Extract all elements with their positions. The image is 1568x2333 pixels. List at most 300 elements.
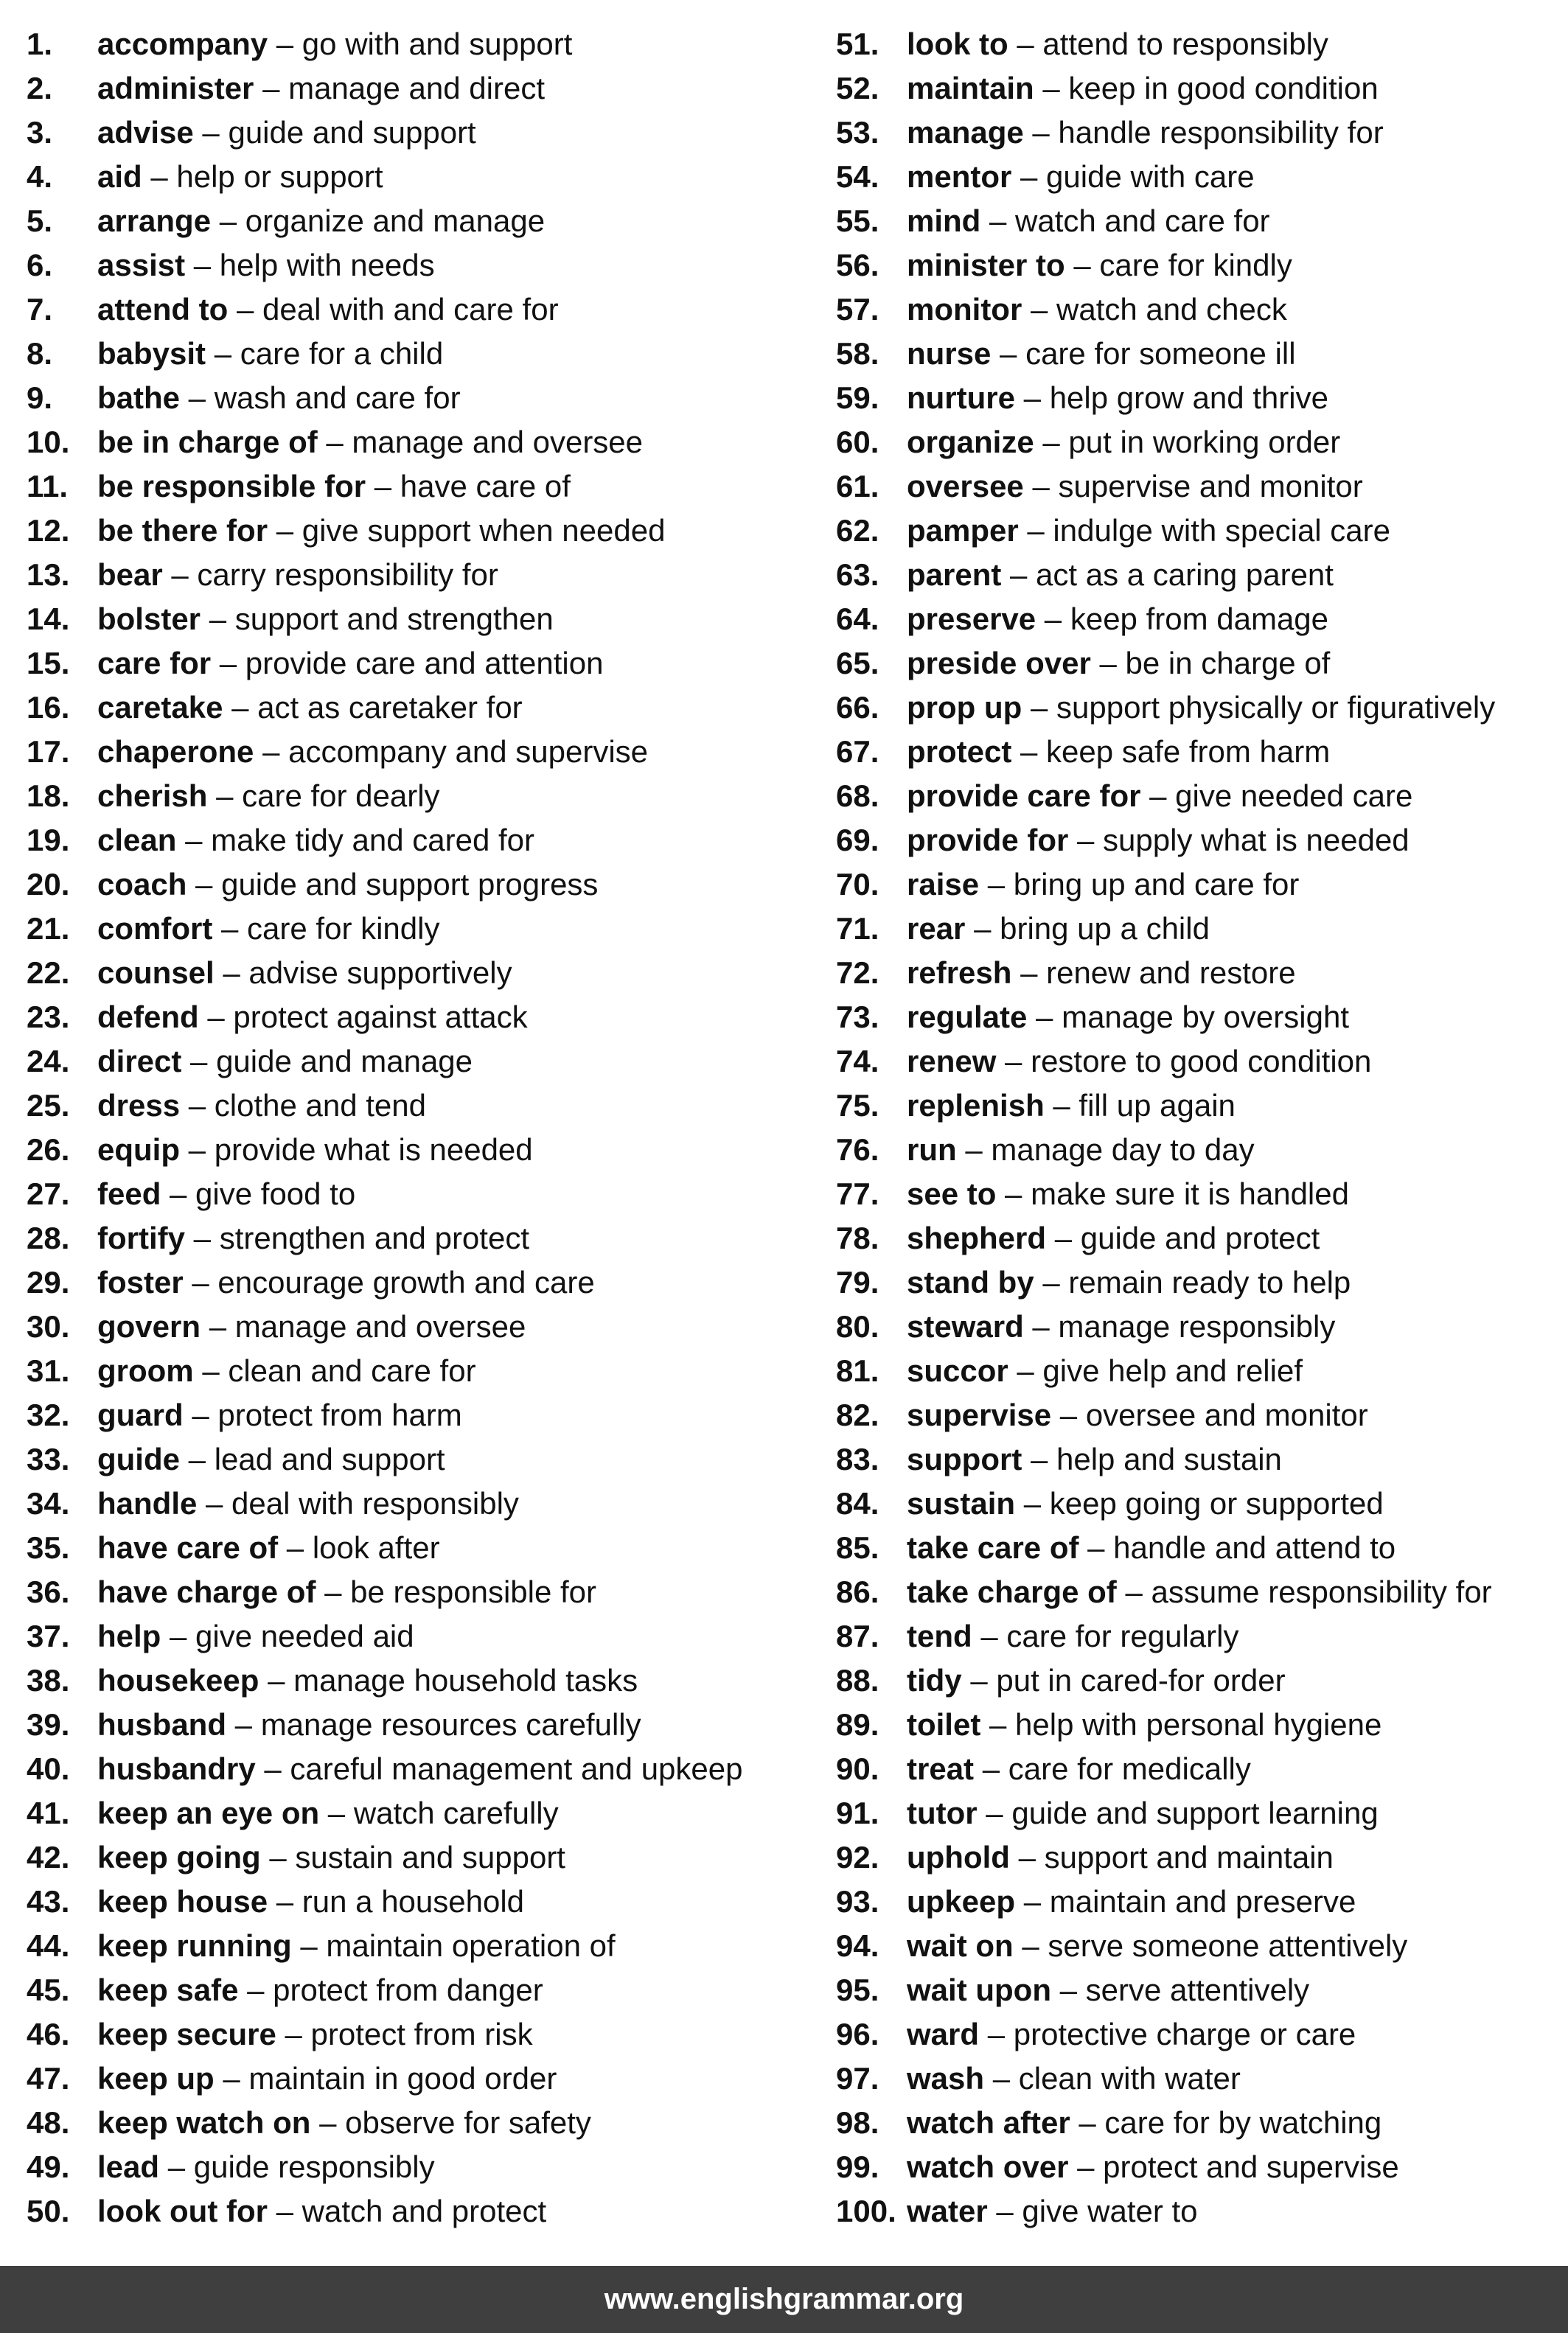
item-term: care for xyxy=(97,646,212,680)
list-item xyxy=(836,1039,1529,1084)
list-item xyxy=(836,1216,1529,1260)
item-term: be there for xyxy=(97,513,268,548)
item-term: look to xyxy=(907,27,1008,61)
item-definition: – supervise and monitor xyxy=(1023,469,1363,503)
item-definition: – keep safe from harm xyxy=(1011,734,1331,769)
list-item xyxy=(836,1084,1529,1128)
list-item xyxy=(836,509,1529,553)
list-item xyxy=(27,66,836,111)
item-term: keep watch on xyxy=(97,2105,311,2140)
item-definition: – help or support xyxy=(142,159,383,194)
item-number: 3. xyxy=(27,115,53,150)
list-item xyxy=(27,111,836,155)
item-number: 9. xyxy=(27,380,53,415)
item-number: 63. xyxy=(836,557,879,592)
list-item xyxy=(27,2145,836,2189)
item-number: 94. xyxy=(836,1928,879,1963)
item-number: 45. xyxy=(27,1973,70,2007)
item-term: handle xyxy=(97,1486,198,1521)
item-number: 41. xyxy=(27,1796,70,1830)
item-definition: – serve someone attentively xyxy=(1013,1928,1408,1963)
item-definition: – careful management and upkeep xyxy=(255,1751,743,1786)
item-term: upkeep xyxy=(907,1884,1016,1919)
list-item xyxy=(836,199,1529,243)
item-number: 88. xyxy=(836,1663,879,1698)
list-item xyxy=(27,199,836,243)
item-number: 52. xyxy=(836,71,879,105)
item-term: minister to xyxy=(907,248,1065,282)
item-number: 66. xyxy=(836,690,879,725)
item-definition: – look after xyxy=(278,1530,440,1565)
list-item xyxy=(836,1703,1529,1747)
item-term: keep up xyxy=(97,2061,215,2096)
item-number: 54. xyxy=(836,159,879,194)
item-definition: – put in cared-for order xyxy=(961,1663,1286,1698)
list-item xyxy=(836,553,1529,597)
item-number: 68. xyxy=(836,778,879,813)
item-number: 73. xyxy=(836,1000,879,1034)
item-definition: – attend to responsibly xyxy=(1008,27,1328,61)
list-item xyxy=(27,376,836,420)
item-number: 42. xyxy=(27,1840,70,1875)
item-number: 78. xyxy=(836,1221,879,1255)
item-term: groom xyxy=(97,1353,194,1388)
item-number: 71. xyxy=(836,911,879,946)
item-term: keep secure xyxy=(97,2017,276,2051)
item-term: keep safe xyxy=(97,1973,239,2007)
item-definition: – make tidy and cared for xyxy=(176,823,534,857)
item-term: tend xyxy=(907,1619,972,1653)
list-item xyxy=(836,464,1529,509)
list-item xyxy=(836,1526,1529,1570)
item-term: bathe xyxy=(97,380,181,415)
list-item xyxy=(27,1659,836,1703)
item-definition: – watch and care for xyxy=(980,203,1270,238)
item-definition: – protect from risk xyxy=(276,2017,533,2051)
item-definition: – act as a caring parent xyxy=(1001,557,1334,592)
item-term: tutor xyxy=(907,1796,978,1830)
list-item xyxy=(27,774,836,818)
item-number: 97. xyxy=(836,2061,879,2096)
list-item xyxy=(836,1659,1529,1703)
item-number: 48. xyxy=(27,2105,70,2140)
item-number: 33. xyxy=(27,1442,70,1476)
item-number: 85. xyxy=(836,1530,879,1565)
item-term: bolster xyxy=(97,601,201,636)
item-term: uphold xyxy=(907,1840,1010,1875)
item-definition: – act as caretaker for xyxy=(223,690,523,725)
item-definition: – have care of xyxy=(366,469,571,503)
item-number: 98. xyxy=(836,2105,879,2140)
item-term: pamper xyxy=(907,513,1019,548)
item-term: steward xyxy=(907,1309,1024,1344)
item-definition: – clothe and tend xyxy=(180,1088,427,1123)
item-term: regulate xyxy=(907,1000,1028,1034)
item-number: 23. xyxy=(27,1000,70,1034)
list-item xyxy=(836,420,1529,464)
item-definition: – keep in good condition xyxy=(1034,71,1379,105)
item-number: 56. xyxy=(836,248,879,282)
list-item xyxy=(836,686,1529,730)
list-item xyxy=(27,1349,836,1393)
item-definition: – deal with responsibly xyxy=(197,1486,519,1521)
item-term: mind xyxy=(907,203,981,238)
item-number: 61. xyxy=(836,469,879,503)
item-term: take care of xyxy=(907,1530,1079,1565)
list-item xyxy=(836,1349,1529,1393)
item-definition: – be responsible for xyxy=(316,1574,597,1609)
item-term: advise xyxy=(97,115,194,150)
list-item xyxy=(836,730,1529,774)
item-term: arrange xyxy=(97,203,212,238)
list-item xyxy=(836,111,1529,155)
item-number: 83. xyxy=(836,1442,879,1476)
item-term: dress xyxy=(97,1088,181,1123)
list-item xyxy=(836,1570,1529,1614)
list-item xyxy=(836,66,1529,111)
item-definition: – accompany and supervise xyxy=(254,734,649,769)
list-item xyxy=(836,1393,1529,1437)
item-number: 81. xyxy=(836,1353,879,1388)
list-item xyxy=(836,951,1529,995)
item-number: 75. xyxy=(836,1088,879,1123)
item-term: keep going xyxy=(97,1840,261,1875)
item-term: guide xyxy=(97,1442,180,1476)
item-term: wait on xyxy=(907,1928,1014,1963)
item-number: 86. xyxy=(836,1574,879,1609)
item-number: 67. xyxy=(836,734,879,769)
item-definition: – guide and support xyxy=(193,115,476,150)
item-number: 1. xyxy=(27,27,53,61)
footer-website[interactable]: www.englishgrammar.org xyxy=(604,2283,964,2315)
item-number: 72. xyxy=(836,955,879,990)
list-item xyxy=(27,1703,836,1747)
item-term: water xyxy=(907,2194,988,2228)
item-definition: – guide and support learning xyxy=(977,1796,1379,1830)
list-item xyxy=(27,332,836,376)
item-term: counsel xyxy=(97,955,215,990)
list-item xyxy=(836,1482,1529,1526)
item-term: sustain xyxy=(907,1486,1016,1521)
item-definition: – bring up and care for xyxy=(979,867,1300,902)
list-item xyxy=(836,332,1529,376)
item-number: 69. xyxy=(836,823,879,857)
item-definition: – serve attentively xyxy=(1050,1973,1310,2007)
item-definition: – guide and manage xyxy=(181,1044,473,1078)
list-item xyxy=(836,1747,1529,1791)
list-item xyxy=(27,287,836,332)
item-term: foster xyxy=(97,1265,184,1300)
item-number: 29. xyxy=(27,1265,70,1300)
item-number: 40. xyxy=(27,1751,70,1786)
item-number: 14. xyxy=(27,601,70,636)
item-definition: – keep going or supported xyxy=(1015,1486,1384,1521)
item-number: 74. xyxy=(836,1044,879,1078)
list-item xyxy=(27,1260,836,1305)
item-number: 87. xyxy=(836,1619,879,1653)
item-number: 13. xyxy=(27,557,70,592)
item-number: 58. xyxy=(836,336,879,371)
list-item xyxy=(836,2189,1529,2233)
item-definition: – care for regularly xyxy=(972,1619,1239,1653)
item-number: 15. xyxy=(27,646,70,680)
item-definition: – guide and support progress xyxy=(187,867,599,902)
item-definition: – maintain and preserve xyxy=(1015,1884,1356,1919)
item-definition: – manage and oversee xyxy=(201,1309,526,1344)
item-term: have care of xyxy=(97,1530,279,1565)
item-term: keep house xyxy=(97,1884,268,1919)
item-definition: – give water to xyxy=(987,2194,1198,2228)
item-definition: – protect and supervise xyxy=(1068,2149,1399,2184)
item-term: have charge of xyxy=(97,1574,316,1609)
item-number: 55. xyxy=(836,203,879,238)
list-item xyxy=(27,597,836,641)
item-number: 17. xyxy=(27,734,70,769)
item-term: lead xyxy=(97,2149,160,2184)
item-term: keep an eye on xyxy=(97,1796,320,1830)
list-item xyxy=(836,1791,1529,1835)
item-term: husbandry xyxy=(97,1751,256,1786)
item-number: 92. xyxy=(836,1840,879,1875)
item-number: 2. xyxy=(27,71,53,105)
list-item xyxy=(836,1835,1529,1880)
item-definition: – clean with water xyxy=(984,2061,1241,2096)
item-definition: – carry responsibility for xyxy=(162,557,498,592)
list-item xyxy=(836,1924,1529,1968)
list-item xyxy=(27,243,836,287)
list-item xyxy=(836,1437,1529,1482)
item-term: tidy xyxy=(907,1663,962,1698)
list-item xyxy=(836,641,1529,686)
item-definition: – renew and restore xyxy=(1011,955,1296,990)
item-definition: – handle and attend to xyxy=(1079,1530,1396,1565)
list-item xyxy=(27,155,836,199)
list-item xyxy=(27,1614,836,1659)
item-definition: – support and maintain xyxy=(1009,1840,1334,1875)
list-item xyxy=(27,862,836,907)
item-definition: – clean and care for xyxy=(193,1353,476,1388)
item-term: babysit xyxy=(97,336,206,371)
item-definition: – manage responsibly xyxy=(1023,1309,1336,1344)
list-item xyxy=(27,951,836,995)
item-number: 10. xyxy=(27,425,70,459)
item-definition: – care for dearly xyxy=(207,778,440,813)
item-definition: – support and strengthen xyxy=(201,601,554,636)
list-item xyxy=(27,1924,836,1968)
item-term: organize xyxy=(907,425,1034,459)
item-definition: – protect against attack xyxy=(198,1000,528,1034)
word-list xyxy=(27,22,1541,2233)
item-term: housekeep xyxy=(97,1663,259,1698)
item-definition: – care for kindly xyxy=(212,911,440,946)
item-term: refresh xyxy=(907,955,1012,990)
item-term: chaperone xyxy=(97,734,254,769)
item-definition: – care for a child xyxy=(206,336,444,371)
item-term: feed xyxy=(97,1176,161,1211)
list-item xyxy=(27,995,836,1039)
item-number: 77. xyxy=(836,1176,879,1211)
item-number: 53. xyxy=(836,115,879,150)
item-term: clean xyxy=(97,823,177,857)
list-item xyxy=(836,1880,1529,1924)
item-term: provide care for xyxy=(907,778,1141,813)
item-number: 32. xyxy=(27,1398,70,1432)
item-number: 11. xyxy=(27,469,69,503)
item-number: 8. xyxy=(27,336,53,371)
item-definition: – manage by oversight xyxy=(1027,1000,1349,1034)
list-item xyxy=(836,818,1529,862)
list-item xyxy=(27,907,836,951)
item-definition: – manage day to day xyxy=(956,1132,1255,1167)
item-term: wash xyxy=(907,2061,985,2096)
item-term: direct xyxy=(97,1044,182,1078)
item-definition: – watch carefully xyxy=(319,1796,559,1830)
item-term: caretake xyxy=(97,690,223,725)
list-item xyxy=(27,509,836,553)
item-definition: – care for kindly xyxy=(1065,248,1292,282)
item-term: look out for xyxy=(97,2194,268,2228)
item-definition: – maintain in good order xyxy=(214,2061,557,2096)
item-definition: – manage resources carefully xyxy=(226,1707,641,1742)
item-number: 95. xyxy=(836,1973,879,2007)
list-item xyxy=(27,1747,836,1791)
item-number: 65. xyxy=(836,646,879,680)
list-item xyxy=(836,995,1529,1039)
item-term: preside over xyxy=(907,646,1091,680)
item-term: nurse xyxy=(907,336,992,371)
item-term: ward xyxy=(907,2017,980,2051)
item-term: nurture xyxy=(907,380,1015,415)
item-number: 24. xyxy=(27,1044,70,1078)
item-definition: – run a household xyxy=(268,1884,525,1919)
word-list-right-column xyxy=(836,22,1529,2233)
item-term: mentor xyxy=(907,159,1012,194)
list-item xyxy=(27,1880,836,1924)
list-item xyxy=(27,553,836,597)
item-number: 5. xyxy=(27,203,53,238)
item-term: supervise xyxy=(907,1398,1052,1432)
list-item xyxy=(27,1791,836,1835)
list-item xyxy=(27,686,836,730)
item-definition: – remain ready to help xyxy=(1034,1265,1351,1300)
item-number: 26. xyxy=(27,1132,70,1167)
item-number: 28. xyxy=(27,1221,70,1255)
list-item xyxy=(27,1216,836,1260)
item-term: aid xyxy=(97,159,142,194)
item-number: 93. xyxy=(836,1884,879,1919)
item-term: watch after xyxy=(907,2105,1070,2140)
item-definition: – bring up a child xyxy=(965,911,1210,946)
item-number: 51. xyxy=(836,27,879,61)
item-term: prop up xyxy=(907,690,1022,725)
list-item xyxy=(836,774,1529,818)
item-definition: – give needed care xyxy=(1140,778,1413,813)
item-term: watch over xyxy=(907,2149,1069,2184)
item-term: help xyxy=(97,1619,161,1653)
item-definition: – wash and care for xyxy=(180,380,461,415)
item-term: see to xyxy=(907,1176,997,1211)
list-item xyxy=(836,907,1529,951)
list-item xyxy=(836,155,1529,199)
item-term: cherish xyxy=(97,778,208,813)
item-term: attend to xyxy=(97,292,229,327)
item-term: keep running xyxy=(97,1928,292,1963)
item-term: defend xyxy=(97,1000,199,1034)
item-definition: – organize and manage xyxy=(211,203,546,238)
item-definition: – observe for safety xyxy=(310,2105,591,2140)
list-item xyxy=(27,22,836,66)
item-definition: – watch and check xyxy=(1022,292,1287,327)
item-number: 80. xyxy=(836,1309,879,1344)
item-term: raise xyxy=(907,867,980,902)
list-item xyxy=(836,862,1529,907)
list-item xyxy=(27,420,836,464)
item-definition: – strengthen and protect xyxy=(185,1221,529,1255)
item-number: 12. xyxy=(27,513,70,548)
item-definition: – supply what is needed xyxy=(1068,823,1410,857)
item-term: manage xyxy=(907,115,1024,150)
list-item xyxy=(836,1305,1529,1349)
list-item xyxy=(836,376,1529,420)
item-number: 18. xyxy=(27,778,70,813)
item-term: guard xyxy=(97,1398,184,1432)
item-number: 38. xyxy=(27,1663,70,1698)
item-term: preserve xyxy=(907,601,1036,636)
item-term: renew xyxy=(907,1044,997,1078)
list-item xyxy=(27,1968,836,2012)
item-term: take charge of xyxy=(907,1574,1117,1609)
item-term: treat xyxy=(907,1751,975,1786)
item-number: 99. xyxy=(836,2149,879,2184)
list-item xyxy=(836,1968,1529,2012)
list-item xyxy=(836,1614,1529,1659)
item-number: 27. xyxy=(27,1176,70,1211)
item-definition: – help and sustain xyxy=(1022,1442,1282,1476)
item-term: be in charge of xyxy=(97,425,318,459)
item-term: support xyxy=(907,1442,1022,1476)
item-number: 82. xyxy=(836,1398,879,1432)
item-definition: – manage household tasks xyxy=(259,1663,638,1698)
item-number: 19. xyxy=(27,823,70,857)
item-number: 36. xyxy=(27,1574,70,1609)
list-item xyxy=(27,1305,836,1349)
list-item xyxy=(27,1482,836,1526)
item-term: govern xyxy=(97,1309,201,1344)
item-definition: – go with and support xyxy=(268,27,573,61)
item-number: 34. xyxy=(27,1486,70,1521)
item-number: 35. xyxy=(27,1530,70,1565)
item-term: rear xyxy=(907,911,966,946)
list-item xyxy=(27,1835,836,1880)
list-item xyxy=(27,730,836,774)
item-definition: – indulge with special care xyxy=(1018,513,1391,548)
item-term: run xyxy=(907,1132,957,1167)
item-definition: – put in working order xyxy=(1034,425,1341,459)
item-number: 46. xyxy=(27,2017,70,2051)
list-item xyxy=(836,2057,1529,2101)
list-item xyxy=(27,641,836,686)
item-number: 16. xyxy=(27,690,70,725)
list-item xyxy=(836,2145,1529,2189)
item-term: comfort xyxy=(97,911,213,946)
item-definition: – protect from harm xyxy=(183,1398,462,1432)
list-item xyxy=(27,2189,836,2233)
list-item xyxy=(836,22,1529,66)
item-number: 89. xyxy=(836,1707,879,1742)
item-term: husband xyxy=(97,1707,226,1742)
item-term: be responsible for xyxy=(97,469,366,503)
item-definition: – oversee and monitor xyxy=(1051,1398,1368,1432)
